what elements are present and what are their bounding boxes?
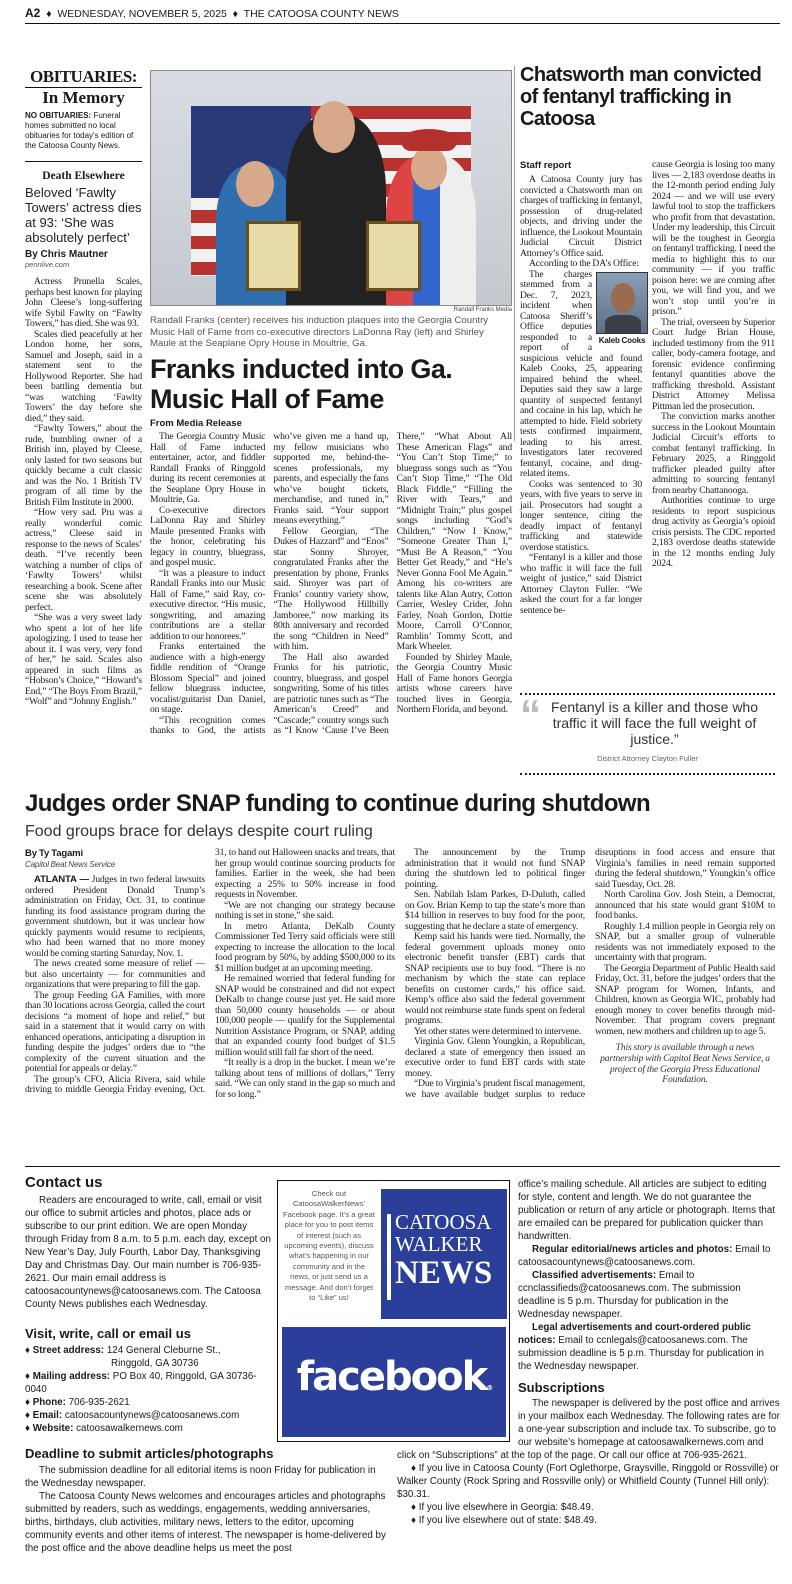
paragraph: The trial, overseen by Superior Court Judge Brian House, included testimony from the 911 caller, body-camera footage, and forensic evidence confirming fentanyl quantities above the trafficking threshold. Assistant District Attorney Melissa Pittman led the prosecution. (652, 316, 775, 412)
label: Legal advertisements and court-ordered public notices: (518, 1322, 751, 1346)
paragraph: Fellow Georgian, “The Dukes of Hazzard” and “Enos” star Sonny Shroyer, congratulated Franks after the presentation by phone, Franks said. Shroyer was part of Franks’ country variety show, “The Hollywood Hillbilly Jamboree,” now marking its 80th anniversary and recorded the song “Children in Need” with him. (273, 525, 389, 652)
street-address: ♦ Street address: 124 General Cleburne St., Ringgold, GA 30736 (25, 1345, 221, 1369)
facebook-wordmark: facebook (296, 1354, 487, 1400)
franks-headline: Franks inducted into Ga. Music Hall of Fame (150, 354, 453, 414)
snap-subhead: Food groups brace for delays despite court ruling (25, 823, 373, 840)
paragraph: “How very sad. Pru was a really wonderful comic actress,” Cleese said in response to the news of Scales’ death. “I’ve recently been watching a number of clips of ‘Fawlty Towers’ whilst researching a book. Scene after scene she was absolutely perfect. (25, 507, 142, 613)
plaque (366, 221, 421, 291)
paragraph: The Hall also awarded Franks for his patriotic, country, bluegrass, and gospel songwriting. Some of his titles are patriotic tunes such as “The American’s Creed” and “Cascade;” country songs such as “I Know ‘Cause I’ve Been There,” “What About All These American Flags” and “You Can’t Stop Time;” to bluegrass songs such as “You Can’t Stop Time,” “The Old Black Fiddle,” “Filling the River with Tears,” and “Midnight Train;” plus gospel songs including “God’s Children,” “Now I Know,” “Someone Greater Than I,” “Must Be A Reason,” “You Better Get Ready,” and “He’s Never Gonna Fool Me Again.” Among his co-writers are talents like Alan Autry, Cotton Carrier, Wesley Crider, John Farley, Noah Gordon, Dottie Moore, Carroll O’Connor, Ramblin’ Tommy Scott, and Mark Wheeler. (273, 431, 512, 736)
label: Classified advertisements: (532, 1270, 657, 1281)
subs-intro: The newspaper is delivered by the post office and arrives in your mailbox each Wednesday. The following rates are for a one-year subscription and include tax. To subscribe, go to our website’s homepage at catoosawalkernews.com and click on “Subscriptions” at the top of the page. Or call our office at 706-935-2621. (397, 1398, 780, 1461)
pull-quote (520, 693, 775, 775)
label: Mailing address: (32, 1371, 111, 1382)
contact-list (25, 1344, 273, 1435)
quote-attribution: District Attorney Clayton Fuller (597, 754, 698, 763)
rate-text: If you live elsewhere out of state: $48.49. (418, 1515, 597, 1526)
chatsworth-col2 (652, 160, 775, 570)
paragraph: Sen. Nabilah Islam Parkes, D-Duluth, called on Gov. Brian Kemp to tap the state’s more than $14 billion in reserves to buy food for the poor, suggesting that he declare a state of emergency. (405, 889, 585, 932)
mugshot-caption: Kaleb Cooks (598, 335, 646, 345)
value: 124 General Cleburne St., (106, 1345, 221, 1356)
paragraph: The charges stemmed from a Dec. 7, 2023, incident when Catoosa Sheriff’s Office deputies responded to a report of a suspicious vehicle and found Kaleb Cooks, 25, appearing impaired behind the wheel. Deputies said they saw a large quantity of suspected fentanyl and cocaine in his lap, which he attempted to hide. Field sobriety tests confirmed impairment, leading to his arrest. Investigators later recovered fentanyl, cocaine, and drug-related items. (520, 268, 642, 479)
paragraph: Co-executive directors LaDonna Ray and Shirley Maule presented Franks with the honor, celebrating his legacy in country, bluegrass, and gospel music. (150, 504, 266, 568)
paragraph: Scales died peacefully at her London home, her sons, Samuel and Joseph, said in a statement sent to the Hollywood Reporter. She had been battling dementia but “was watching ‘Fawlty Towers’ the day before she died,” they said. (25, 328, 142, 424)
paragraph: The Catoosa County News welcomes and encourages articles and photographs submitted by readers, such as weddings, engagements, wedding anniversaries, births, birthdays, club activities, military news, letters to the editor, upcoming community events and other items of interest. The newspaper is home-delivered by the post office and the above deadline helps us meet the post (25, 1491, 386, 1554)
paragraph: “We are not changing our strategy because nothing is set in stone,” she said. (215, 899, 395, 921)
lead-text: Judges in two federal lawsuits ordered President Donald Trump’s administration on Friday, Oct. 31, to continue funding its food assistance program during the government shutdown, but it was unclear how quickly payments would resume to recipients, who had been warned that no more money would be coming starting Saturday, Nov. 1. (25, 874, 205, 959)
page-header (25, 6, 780, 24)
paragraph: The submission deadline for all editorial items is noon Friday for publication in the Wednesday newspaper. (25, 1465, 376, 1489)
paragraph: Yet other states were determined to intervene. (414, 1025, 581, 1037)
value: PO Box 40, Ringgold, GA 30736-0040 (25, 1371, 257, 1395)
label: Street address: (32, 1345, 105, 1356)
partnership-note: This story is available through a news partnership with Capitol Beat News Service, a project of the Georgia Press Educational Foundation. (600, 1042, 770, 1086)
source: Capitol Beat News Service (25, 860, 116, 869)
obits-title: OBITUARIES: (25, 66, 142, 88)
paragraph: In metro Atlanta, DeKalb County Commissioner Ted Terry said officials were still expecting to increase the allocation to the local food program by 50%, by adding $500,000 to its $1 million budget at an upcoming meeting. (215, 920, 395, 974)
paragraph: “It really is a drop in the bucket. I mean we’re talking about tens of millions of dollars,” Terry said. “We can only stand in the gap so much and for so long.” (215, 1057, 395, 1100)
email[interactable]: ♦ Email: catoosacountynews@catoosanews.com (25, 1410, 240, 1421)
obituaries-column (25, 66, 142, 708)
rate-item: ♦ If you live elsewhere out of state: $48.49. (411, 1515, 597, 1526)
paragraph: The news created some measure of relief — but also uncertainty — for communities and organizations that were preparing to fill the gap. (25, 958, 205, 990)
label: Website: (32, 1423, 74, 1434)
contact-title: Contact us (25, 1174, 103, 1191)
paragraph: “She was a very sweet lady who spent a lot of her life apologizing. I used to tease her about it. I was very, very fond of her,” he said. Scales also appeared in such films as “Hobson’s Choice,” “Howard’s End,” “The Boys From Brazil,” “Wolf” and “Johnny English.” (25, 612, 142, 707)
contact-right-column (397, 1178, 780, 1527)
paragraph: Readers are encouraged to write, call, email or visit our office to submit articles and photos, place ads or subscribe to our print edition. We are open Monday through Friday from 8 a.m. to 5 p.m. each day, except on New Year’s Day, July Fourth, Labor Day, Thanksgiving Day and Christmas Day. Our main number is 706-935-2621. Our main email address is catoosacountynews@catoosanews.com. The Catoosa County News publishes each Wednesday. (25, 1195, 271, 1310)
email-link[interactable]: catoosacountynews@catoosanews.com (64, 1410, 240, 1421)
deadline-body (25, 1464, 387, 1555)
paragraph: office’s mailing schedule. All articles are subject to editing for style, content and length. We do not guarantee the publication or return of any article or photograph. Items that are emailed can be prepared for publication quicker than handwritten. (518, 1179, 776, 1242)
section-label: Death Elsewhere (42, 170, 125, 182)
paragraph: Founded by Shirley Maule, the Georgia Country Music Hall of Fame honors Georgia artists whose careers have touched lives in Georgia, Northern Florida, and beyond. (396, 651, 512, 715)
obit-headline: Beloved ‘Fawlty Towers’ actress dies at 93: ‘She was absolutely perfect’ (25, 185, 142, 245)
byline: From Media Release (150, 418, 242, 429)
paragraph: The announcement by the Trump administration that it would not fund SNAP during the shutdown led to political finger pointing. (405, 847, 585, 890)
paragraph: cause Georgia is losing too many lives — 2,183 overdose deaths in the 12-month period ending July 2024 — and we will use every lawful tool to stop the traffickers who profit from that devastation. Under my leadership, this Circuit will be the toughest in Georgia on fentanyl trafficking. I need the media to highlight this to our community — if you traffic poison here: we are coming after you, we will find you, and we won’t stop until you’re in prison.” (652, 159, 775, 317)
value: 706-935-2621 (68, 1397, 130, 1408)
paragraph: Actress Prunella Scales, perhaps best known for playing John Cleese’s long-suffering wife Sybil Fawlty on “Fawlty Towers,” has died. She was 93. (25, 276, 142, 329)
obit-body (25, 277, 142, 708)
label: Regular editorial/news articles and photos: (532, 1244, 733, 1255)
phone: ♦ Phone: 706-935-2621 (25, 1397, 130, 1408)
paragraph: North Carolina Gov. Josh Stein, a Democrat, announced that his state would grant $10M to food banks. (595, 889, 775, 921)
paragraph: The group Feeding GA Families, with more than 30 locations across Georgia, called the court decisions “a moment of hope and relief,” but said in a statement that it would carry on with enhanced operations, anticipating a disruption in funding despite the judges’ orders due to “the complexity of the current situation and the potential for appeals or delay.” (25, 989, 205, 1074)
label: Phone: (32, 1397, 66, 1408)
paragraph: Virginia Gov. Glenn Youngkin, a Republican, declared a state of emergency then issued an executive order to fund EBT cards with state money. (405, 1036, 585, 1079)
paragraph: “It was a pleasure to induct Randall Franks into our Music Hall of Fame,” said Ray, co-executive director. “His music, songwriting, and amazing contributions are a stellar addition to our honorees.” (150, 567, 266, 642)
paragraph: According to the DA’s Office: (529, 258, 639, 269)
value: Email to ccnclassifieds@catoosanews.com. The submission deadline is 5 p.m. Thursday for publication in the Wednesday newspaper. (518, 1270, 741, 1320)
subscriptions-title: Subscriptions (518, 1380, 605, 1395)
logo-text: WALKER (395, 1232, 483, 1256)
mailing-address: ♦ Mailing address: PO Box 40, Ringgold, GA 30736-0040 (25, 1371, 257, 1395)
issue-date: WEDNESDAY, NOVEMBER 5, 2025 (57, 8, 227, 20)
source: pennlive.com (25, 260, 70, 269)
paragraph: Authorities continue to urge residents to report suspicious drug activity as Georgia’s opioid crisis persists. The CDC reported 2,183 overdose deaths statewide in the 12 months ending July 2024. (652, 495, 775, 569)
visit-title: Visit, write, call or email us (25, 1326, 191, 1341)
label: Email: (32, 1410, 63, 1421)
byline: Staff report (520, 160, 572, 171)
paragraph: Roughly 1.4 million people in Georgia rely on SNAP, but a smaller group of vulnerable residents was not immediately exposed to the uncertainty with that program. (595, 920, 775, 963)
note-text: Funeral homes submitted no local obituaries for today's edition of the Catoosa County News. (25, 111, 134, 150)
quote-text: Fentanyl is a killer and those who traffic it will face the full weight of justice.” (551, 699, 758, 747)
lead-paragraph (25, 875, 205, 959)
plaque (246, 221, 301, 291)
paragraph: Kemp said his hands were tied. Normally, the federal government uploads money onto electronic benefit transfer (EBT) cards that SNAP recipients use to buy food. “There is no mechanism by which the state can replace benefits on customer cards,” his office said. Kemp’s office also said the federal government would not reimburse state funds spent on federal programs. (405, 931, 585, 1026)
page-number: A2 (25, 6, 41, 20)
paragraph: The conviction marks another success in the Lookout Mountain Judicial Circuit’s efforts to combat fentanyl trafficking. In February 2025, a Ringgold trafficker pleaded guilty after admitting to sourcing fentanyl from nearby Chattanooga. (652, 411, 775, 496)
paragraph: A Catoosa County jury has convicted a Chatsworth man on charges of trafficking in fentanyl, possession of drug-related objects, and driving under the influence, the Lookout Mountain Judicial Circuit District Attorney’s Office said. (520, 174, 642, 259)
separator: ♦ (232, 8, 239, 20)
deadline-title: Deadline to submit articles/photographs (25, 1446, 274, 1461)
snap-headline: Judges order SNAP funding to continue during shutdown (25, 790, 651, 817)
rate-item: ♦ If you live elsewhere in Georgia: $48.49. (411, 1502, 594, 1513)
logo-text: NEWS (395, 1255, 493, 1291)
paragraph: Franks entertained the audience with a high-energy fiddle rendition of “Orange Blossom Special” and joined fellow bluegrass inductee, vocalist/guitarist Dan Daniel, on stage. (150, 641, 266, 715)
paragraph: “This recognition comes thanks to God, the artists who’ve given me a hand up, my fellow musicians who supported me, behind-the-scenes professionals, my parents, and especially the fans who’ve bought tickets, merchandise, and tuned in,” Franks said. “Your support means everything.” (150, 431, 389, 736)
contact-intro (25, 1194, 273, 1311)
separator: ♦ (46, 8, 52, 20)
rate-text: If you live elsewhere in Georgia: $48.49. (418, 1502, 594, 1513)
paragraph: “Fawlty Towers,” about the rude, bumbling owner of a British inn, played by Cleese, only lasted for two seasons but quickly became a cult classic and was the No. 1 British TV program of all time by the British Film Institute in 2000. (25, 423, 142, 508)
rate-item: ♦ If you live in Catoosa County (Fort Oglethorpe, Graysville, Ringgold or Rossville) or Walker County (Rock Spring and Rossville only) or Whitfield County (Tunnel Hill only): $30.31. (397, 1463, 779, 1500)
quote-mark-icon: “ (520, 691, 541, 738)
chatsworth-col1 (520, 174, 646, 616)
paragraph: He remained worried that federal funding for SNAP would be constrained and did not expect DeKalb to change course just yet. He said more than 50,000 county households — or about 100,000 people — qualify for the Supplemental Nutrition Assistance Program, or SNAP, adding that an expanded county food budget of $1.5 million would still fall far short of the need. (215, 973, 395, 1058)
note-lead: NO OBITUARIES: (25, 111, 92, 120)
photo-credit: Randall Franks Media (453, 307, 512, 313)
website[interactable]: ♦ Website: catoosawalkernews.com (25, 1423, 183, 1434)
paragraph: The Georgia Department of Public Health said Friday, Oct. 31, before the judges’ orders that the SNAP program for Women, Infants, and Children, known as Georgia WIC, probably had enough money to cover benefits through mid-November. That program covers pregnant women, new mothers and children up to age 5. (595, 962, 775, 1037)
value: Email to ccnlegals@catoosanews.com. The submission deadline is 5 p.m. Thursday for publication in the Wednesday newspaper. (518, 1335, 764, 1372)
byline: By Chris Mautner (25, 249, 108, 260)
franks-photo (150, 70, 512, 306)
rate-text: If you live in Catoosa County (Fort Oglethorpe, Graysville, Ringgold or Rossville) or Walker County (Rock Spring and Rossville only) or Whitfield County (Tunnel Hill only): $30.31. (397, 1463, 779, 1500)
chatsworth-headline: Chatsworth man convicted of fentanyl trafficking in Catoosa (520, 64, 762, 130)
facebook-logo: facebook® (282, 1327, 506, 1437)
paper-name: THE CATOOSA COUNTY NEWS (243, 8, 399, 20)
paragraph: Cooks was sentenced to 30 years, with five years to serve in jail. Prosecutors had sought a longer sentence, citing the deadly impact of fentanyl trafficking and statewide overdose statistics. (520, 478, 642, 553)
paragraph: The Georgia Country Music Hall of Fame inducted entertainer, actor, and fiddler Randall Franks of Ringgold during its recent ceremonies at the Seaplane Opry House in Moultrie, Ga. (150, 431, 266, 505)
mugshot (596, 272, 648, 346)
website-link[interactable]: catoosawalkernews.com (76, 1423, 183, 1434)
value: Ringgold, GA 30736 (111, 1358, 199, 1369)
photo-caption: Randall Franks (center) receives his induction plaques into the Georgia Country Music Hall of Fame from co-executive directors LaDonna Ray (left) and Shirley Maule at the Seaplane Opry House in Moultrie, Ga. (150, 315, 489, 349)
obits-subtitle: In Memory (42, 88, 125, 107)
paragraph: “Fentanyl is a killer and those who traffic it will face the full weight of justice,” said District Attorney Clayton Fuller. “We asked the court for a far longer sentence be- (520, 552, 642, 616)
no-obits-note (25, 111, 142, 162)
franks-body (150, 432, 512, 737)
paragraph: “Due to Virginia’s prudent fiscal management, we have available budget surplus to reduce disruptions in food access and ensure that Virginia’s families in need remain supported during the federal shutdown,” Youngkin’s office said Tuesday, Oct. 28. (405, 847, 775, 1100)
ad-text: Check out CatoosaWalkerNews’ Facebook page. It’s a great place for you to post items of interest (such as upcoming events), discuss what’s happening in our community and in the news, or just send us a message. And don’t forget to “Like” us! (283, 1189, 375, 1303)
paragraph: The group’s CFO, Alicia Rivera, said while driving to middle Georgia Friday evening, Oct. 31, to hand out Halloween snacks and treats, that her group would continue sourcing products for families. Earlier in the week, she had been expecting a 25% to 50% increase in food requests in November. (25, 847, 395, 1095)
byline: By Ty Tagami (25, 848, 83, 859)
dateline: ATLANTA — (34, 874, 89, 885)
value: Email to catoosacountynews@catoosanews.com. (518, 1244, 771, 1268)
logo-text: CATOOSA (395, 1210, 492, 1234)
snap-body (25, 848, 775, 1100)
